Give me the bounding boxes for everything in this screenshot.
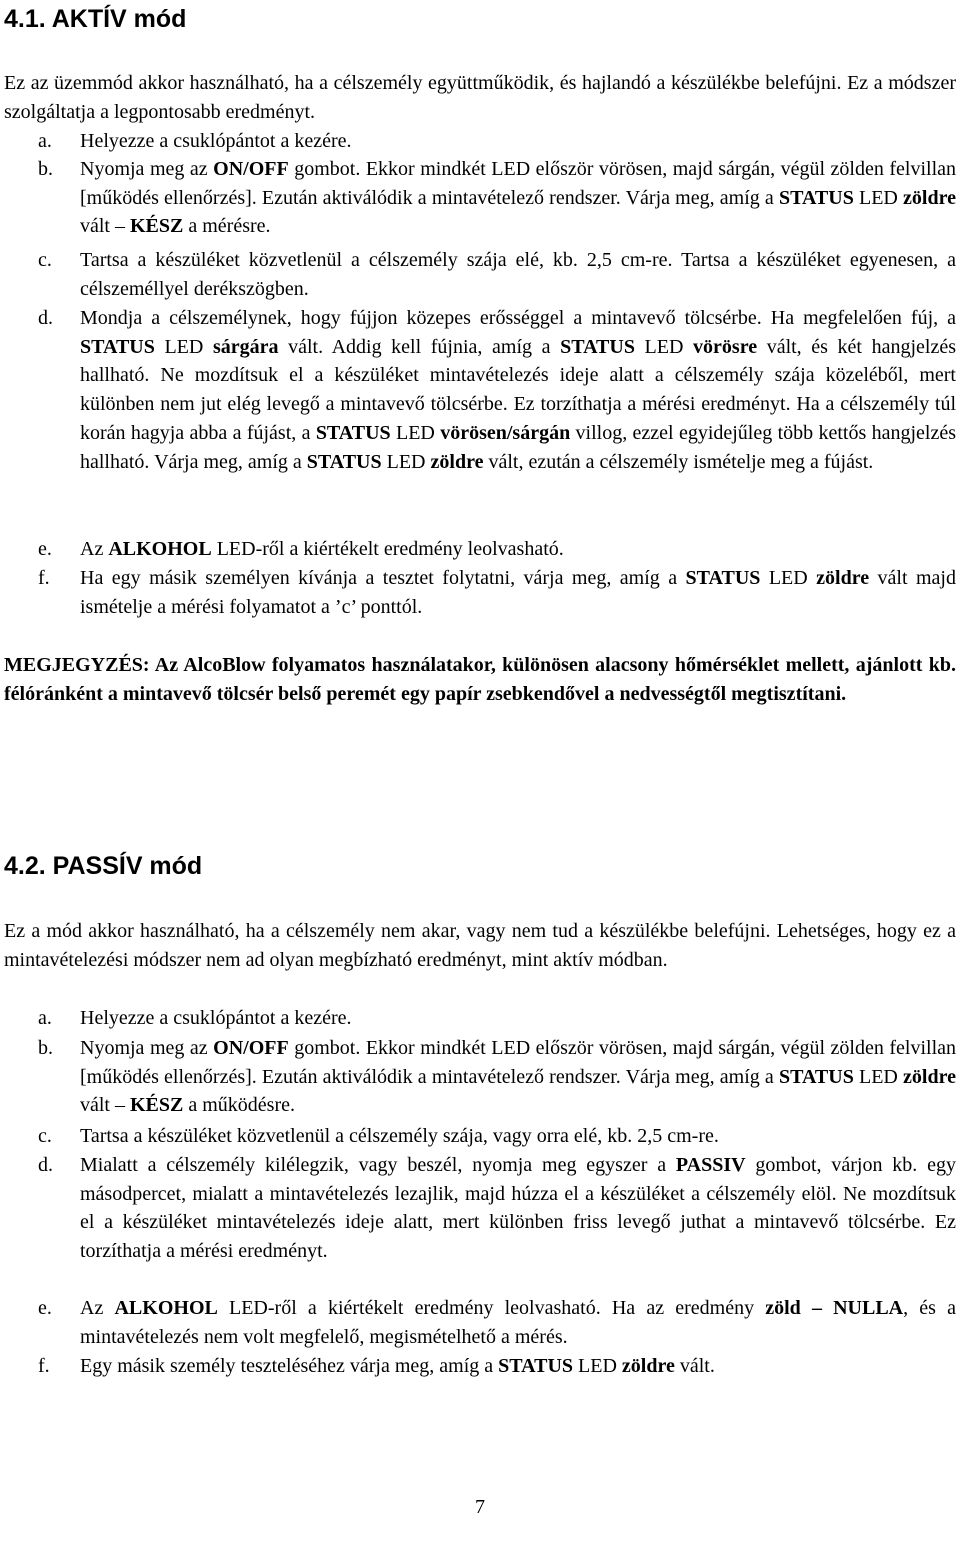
list-item-text: Helyezze a csuklópántot a kezére. <box>80 1007 352 1029</box>
list-item-text: Ha egy másik személyen kívánja a tesztet folytatni, várja meg, amíg a STATUS LED zöldre vált majd ismételje a mérési folyamatot a ’c’ ponttól. <box>80 567 956 618</box>
list-marker: d. <box>38 307 53 329</box>
list-marker: b. <box>38 158 53 180</box>
section-heading-passziv: 4.2. PASSÍV mód <box>4 852 203 880</box>
list-item-text: Egy másik személy teszteléséhez várja meg, amíg a STATUS LED zöldre vált. <box>80 1355 715 1377</box>
section-heading-aktiv: 4.1. AKTÍV mód <box>4 5 187 33</box>
list-item-text: Nyomja meg az ON/OFF gombot. Ekkor mindkét LED először vörösen, majd sárgán, végül zölden felvillan [működés ellenőrzés]. Ezután aktiválódik a mintavételező rendszer. Várja meg, amíg a STATUS LED zöldre vált – KÉSZ a működésre. <box>80 1037 957 1117</box>
list-marker: c. <box>38 1125 52 1147</box>
note-paragraph: MEGJEGYZÉS: Az AlcoBlow folyamatos használatakor, különösen alacsony hőmérséklet mellett, ajánlott kb. félóránként a mintavevő tölcsér belső peremét egy papír zsebkendővel a nedvességtől megtisztítani. <box>4 654 956 705</box>
list-item-a <box>4 1004 956 1033</box>
list-item-f <box>4 564 956 621</box>
list-item-text: Mondja a célszemélynek, hogy fújjon közepes erősséggel a mintavevő tölcsérbe. Ha megfelelően fúj, a STATUS LED sárgára vált. Addig kell fújnia, amíg a STATUS LED vörösre vált, és két hangjelzés hallható. Ne mozdítsuk el a készüléket mintavételezés ideje alatt a célszemély szája közeléből, mert különben nem jut elég levegő a mintavevő tölcsérbe. Ez torzíthatja a mérési eredményt. Ha a célszemély túl korán hagyja abba a fújást, a STATUS LED vörösen/sárgán villog, ezzel egyidejűleg több kettős hangjelzés hallható. Várja meg, amíg a STATUS LED zöldre vált, ezután a célszemély ismételje meg a fújást. <box>80 307 956 473</box>
list-item-text: Helyezze a csuklópántot a kezére. <box>80 130 352 152</box>
list-marker: e. <box>38 1297 52 1319</box>
list-item-text: Az ALKOHOL LED-ről a kiértékelt eredmény leolvasható. Ha az eredmény zöld – NULLA, és a mintavételezés nem volt megfelelő, megismételhető a mérés. <box>80 1297 956 1348</box>
section-intro-aktiv: Ez az üzemmód akkor használható, ha a célszemély együttműködik, és hajlandó a készülékbe belefújni. Ez a módszer szolgáltatja a legpontosabb eredményt. <box>4 72 956 123</box>
list-marker: f. <box>38 1355 50 1377</box>
list-item-text: Mialatt a célszemély kilélegzik, vagy beszél, nyomja meg egyszer a PASSIV gombot, várjon kb. egy másodpercet, mialatt a mintavételezés lezajlik, majd húzza el a készüléket a célszemély elöl. Ne mozdítsuk el a készüléket mintavételezés ideje alatt, mert különben friss levegő juthat a mintavevő tölcsérbe. Ez torzíthatja a mérési eredményt. <box>80 1154 957 1263</box>
list-marker: a. <box>38 130 52 152</box>
page-number: 7 <box>475 1496 485 1518</box>
list-marker: c. <box>38 249 52 271</box>
list-marker: b. <box>38 1037 53 1059</box>
list-item-e <box>4 535 956 564</box>
list-item-d <box>4 1151 956 1266</box>
list-item-b <box>4 155 956 241</box>
list-marker: a. <box>38 1007 52 1029</box>
list-item-b <box>4 1034 956 1120</box>
list-item-text: Tartsa a készüléket közvetlenül a célszemély szája, vagy orra elé, kb. 2,5 cm-re. <box>80 1125 719 1147</box>
list-item-text: Tartsa a készüléket közvetlenül a célszemély szája elé, kb. 2,5 cm-re. Tartsa a készüléket egyenesen, a célszeméllyel derékszögben. <box>80 249 956 300</box>
list-item-e <box>4 1294 956 1351</box>
list-marker: e. <box>38 538 52 560</box>
list-item-c <box>4 246 956 303</box>
list-item-text: Nyomja meg az ON/OFF gombot. Ekkor mindkét LED először vörösen, majd sárgán, végül zölden felvillan [működés ellenőrzés]. Ezután aktiválódik a mintavételező rendszer. Várja meg, amíg a STATUS LED zöldre vált – KÉSZ a mérésre. <box>80 158 957 238</box>
list-item-text: Az ALKOHOL LED-ről a kiértékelt eredmény leolvasható. <box>80 538 564 560</box>
list-marker: d. <box>38 1154 53 1176</box>
list-item-a <box>4 127 956 156</box>
list-item-f <box>4 1352 956 1381</box>
section-intro-passziv: Ez a mód akkor használható, ha a célszemély nem akar, vagy nem tud a készülékbe belefújni. Lehetséges, hogy ez a mintavételezési módszer nem ad olyan megbízható eredményt, mint aktív módban. <box>4 920 956 971</box>
list-marker: f. <box>38 567 50 589</box>
list-item-c <box>4 1122 956 1151</box>
list-item-d <box>4 304 956 476</box>
